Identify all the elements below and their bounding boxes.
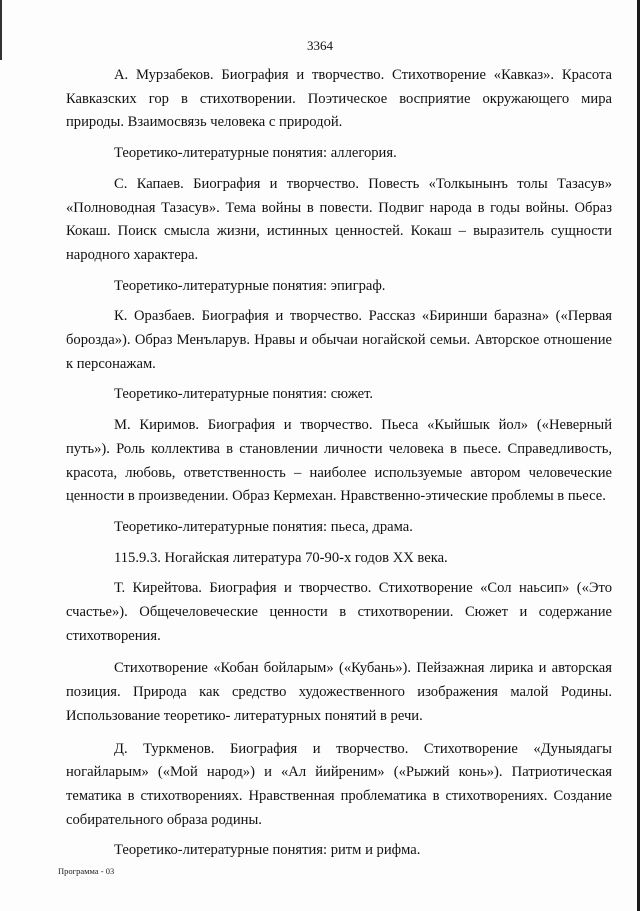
paragraph-kapaev: С. Капаев. Биография и творчество. Повесть «Толкынынъ толы Тазасув» «Полноводная Тазасув». Тема войны в повести. Подвиг народа в годы войны. Образ Кокаш. Поиск смысла жизни, истинных ценностей. Кокаш – выразитель сущности народного характера. [66, 175, 612, 263]
footer-label: Программа - 03 [58, 866, 115, 876]
paragraph-terms-allegory: Теоретико-литературные понятия: аллегория. [114, 145, 397, 162]
document-body [66, 64, 612, 870]
section-heading-115-9-3: 115.9.3. Ногайская литература 70-90-х годов XX века. [114, 549, 448, 566]
page-number: 3364 [307, 38, 333, 53]
paragraph-koban-boylarym: Стихотворение «Кобан бойларым» («Кубань»). Пейзажная лирика и авторская позиция. Природа как средство художественного изображения малой Родины. Использование теоретико- литературных понятий в речи. [66, 660, 612, 724]
paragraph-terms-drama: Теоретико-литературные понятия: пьеса, драма. [114, 518, 413, 535]
paragraph-terms-rhythm: Теоретико-литературные понятия: ритм и рифма. [114, 842, 421, 859]
paragraph-orazbaev: К. Оразбаев. Биография и творчество. Рассказ «Биринши баразна» («Первая борозда»). Образ Менъларув. Нравы и обычаи ногайской семьи. Авторское отношение к персонажам. [66, 308, 612, 372]
paragraph-murzabekov: А. Мурзабеков. Биография и творчество. Стихотворение «Кавказ». Красота Кавказских гор в стихотворении. Поэтическое восприятие окружающего мира природы. Взаимосвязь человека с природой. [66, 67, 612, 131]
paragraph-turkmenov: Д. Туркменов. Биография и творчество. Стихотворение «Дуныядагы ногайларым» («Мой народ») и «Ал йийреним» («Рыжий конь»). Патриотическая тематика в стихотворениях. Нравственная проблематика в стихотворениях. Создание собирательного образа родины. [66, 740, 612, 828]
paragraph-kirimov: М. Киримов. Биография и творчество. Пьеса «Кыйшык йол» («Неверный путь»). Роль коллектива в становлении личности человека в пьесе. Справедливость, красота, любовь, ответственность – наиболее используемые автором человеческие ценности в произведении. Образ Кермехан. Нравственно-этические проблемы в пьесе. [66, 417, 612, 505]
paragraph-terms-epigraph: Теоретико-литературные понятия: эпиграф. [114, 277, 386, 294]
paragraph-kireytova: Т. Кирейтова. Биография и творчество. Стихотворение «Сол наьсип» («Это счастье»). Общечеловеческие ценности в стихотворении. Сюжет и содержание стихотворения. [66, 580, 612, 644]
paragraph-terms-plot: Теоретико-литературные понятия: сюжет. [114, 386, 374, 403]
